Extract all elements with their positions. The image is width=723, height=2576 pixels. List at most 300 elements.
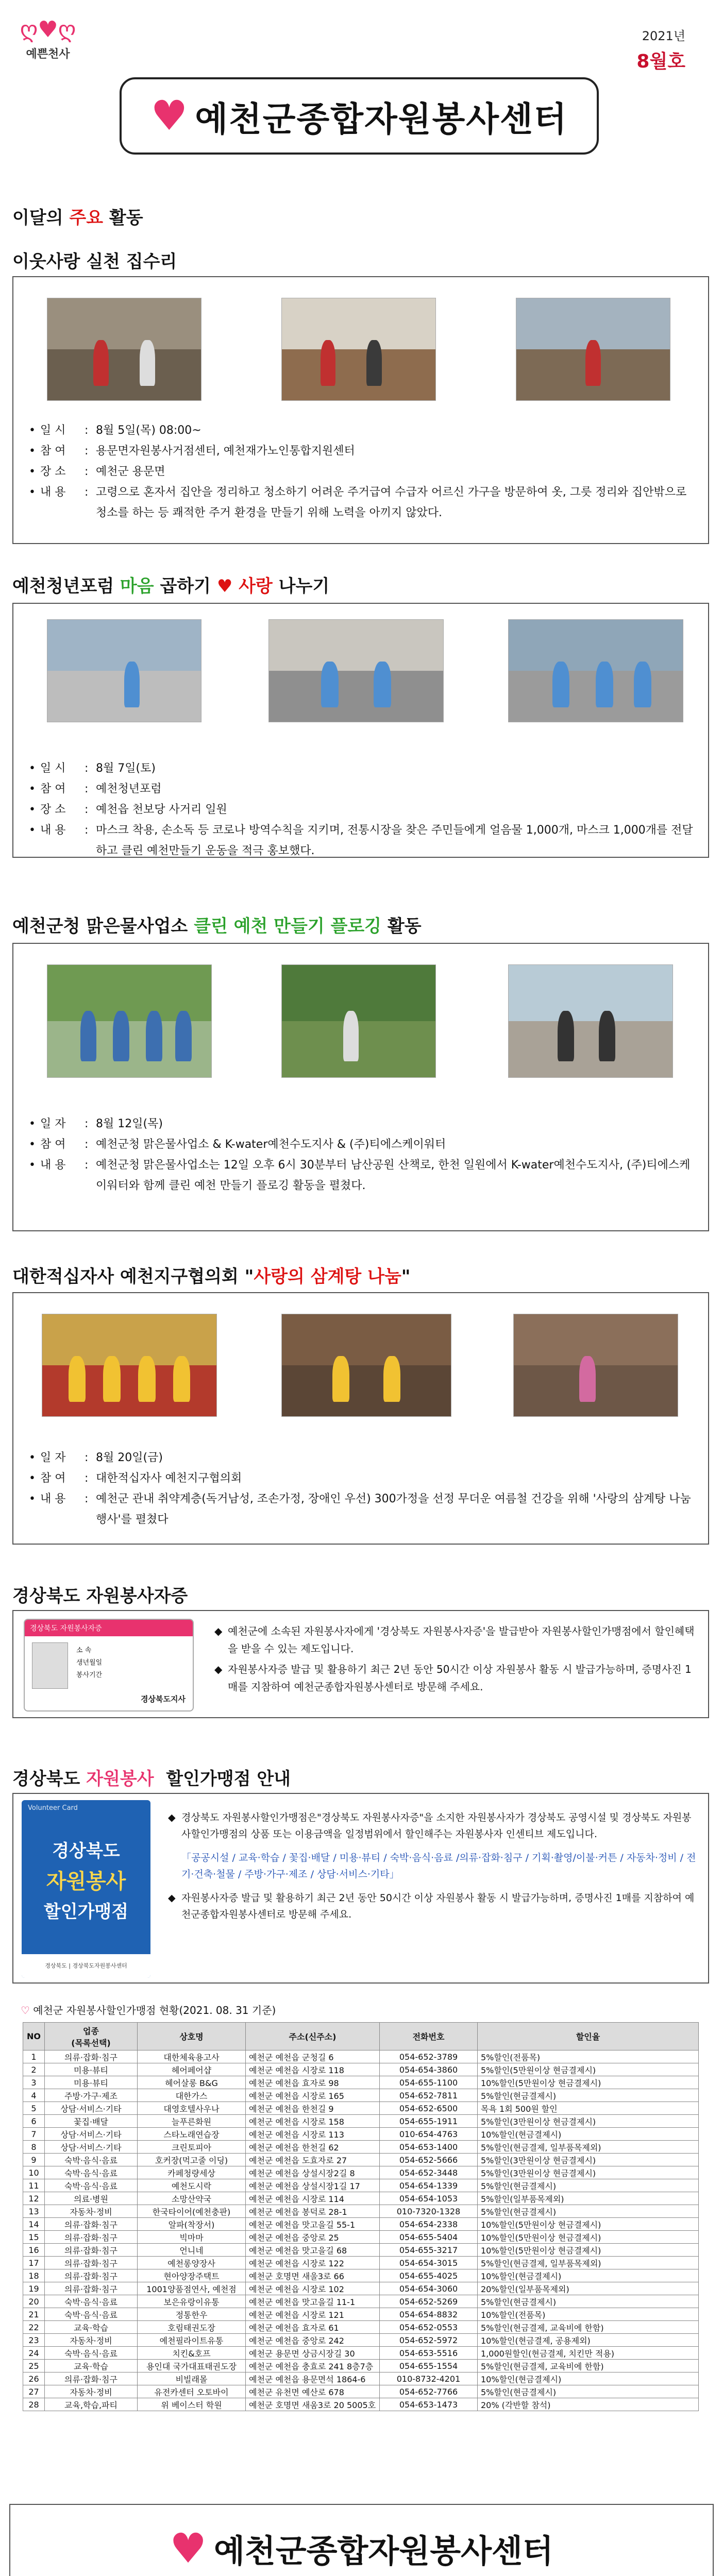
s3-photo-1 bbox=[47, 964, 212, 1078]
id-card-fields bbox=[76, 1645, 102, 1682]
table-cell: 054-653-1400 bbox=[380, 2141, 478, 2154]
table-cell: 6 bbox=[23, 2115, 45, 2128]
id-field: 봉사기간 bbox=[76, 1671, 103, 1679]
s2-info-row: • 일 시 : 8월 7일(토) bbox=[29, 758, 694, 779]
id-card-foot: 경상북도지사 bbox=[141, 1694, 186, 1704]
s4-photo-1 bbox=[42, 1314, 217, 1417]
s2-box bbox=[12, 603, 709, 858]
table-cell: 054-652-3789 bbox=[380, 2050, 478, 2063]
info-key: 내 용 bbox=[40, 824, 66, 837]
s1-photo-1 bbox=[47, 298, 201, 401]
table-cell: 8 bbox=[23, 2141, 45, 2154]
s3-photo-2 bbox=[281, 964, 436, 1078]
table-cell: 예천도시락 bbox=[138, 2179, 246, 2192]
table-cell: 교육,학습,파티 bbox=[45, 2398, 138, 2411]
table-cell: 17 bbox=[23, 2257, 45, 2269]
s4-info-row: • 참 여 : 대한적십자사 예천지구협의회 bbox=[29, 1468, 694, 1489]
s3-info-row: • 일 자 : 8월 12일(목) bbox=[29, 1114, 694, 1134]
s3-info-row: • 참 여 : 예천군청 맑은물사업소 & K-water예천수도지사 & (주)티에스케이워터 bbox=[29, 1134, 694, 1155]
info-key: 장 소 bbox=[40, 465, 66, 478]
table-cell: 예천군 예천읍 시장로 165 bbox=[246, 2089, 380, 2102]
table-cell: 054-653-1473 bbox=[380, 2398, 478, 2411]
table-cell: 호림태권도장 bbox=[138, 2321, 246, 2334]
table-cell: 20 bbox=[23, 2295, 45, 2308]
s5-bullets bbox=[214, 1622, 699, 1696]
table-cell: 의류·잡화·침구 bbox=[45, 2050, 138, 2063]
volunteer-id-card bbox=[24, 1619, 194, 1711]
col-header: 상호명 bbox=[138, 2023, 246, 2050]
table-cell: 1,000원할인(현금결제, 치킨만 적용) bbox=[478, 2347, 699, 2360]
table-cell: 예천군 예천읍 시장로 113 bbox=[246, 2128, 380, 2141]
table-cell: 010-8732-4201 bbox=[380, 2372, 478, 2385]
info-value: 마스크 착용, 손소독 등 코로나 방역수칙을 지키며, 전통시장을 찾은 주민들에게 얼음물 1,000개, 마스크 1,000개를 전달하고 클린 예천만들기 운동을 적극 홍보했다. bbox=[96, 824, 693, 857]
table-cell: 예천군 예천읍 맛고을길 68 bbox=[246, 2244, 380, 2257]
s2-photo-3 bbox=[508, 619, 683, 722]
table-cell: 15 bbox=[23, 2231, 45, 2244]
table-cell: 예천필라이트유통 bbox=[138, 2334, 246, 2347]
table-cell: 비빌래몰 bbox=[138, 2372, 246, 2385]
table-cell: 5%할인(현금결제, 교육비에 한함) bbox=[478, 2360, 699, 2372]
table-cell: 현아양장주택트 bbox=[138, 2269, 246, 2282]
info-key: 참 여 bbox=[40, 1138, 66, 1151]
table-cell: 정통한우 bbox=[138, 2308, 246, 2321]
table-cell: 대영호텔사우나 bbox=[138, 2102, 246, 2115]
table-row bbox=[23, 2360, 699, 2372]
table-cell: 예천군 유천면 예산로 678 bbox=[246, 2385, 380, 2398]
col-header: 업종 (목록선택) bbox=[45, 2023, 138, 2050]
table-cell: 054-655-1100 bbox=[380, 2076, 478, 2089]
table-cell: 스타노래연습장 bbox=[138, 2128, 246, 2141]
s6-title-highlight: 자원봉사 bbox=[86, 1769, 154, 1789]
table-cell: 4 bbox=[23, 2089, 45, 2102]
info-key: 참 여 bbox=[40, 1472, 66, 1485]
table-cell: 숙박·음식·음료 bbox=[45, 2179, 138, 2192]
table-cell: 24 bbox=[23, 2347, 45, 2360]
s1-title: 이웃사랑 실천 집수리 bbox=[12, 251, 177, 272]
table-cell: 25 bbox=[23, 2360, 45, 2372]
s1-info-row: • 참 여 : 용문면자원봉사거점센터, 예천재가노인통합지원센터 bbox=[29, 441, 694, 462]
s3-title-highlight: 클린 예천 만들기 플로깅 bbox=[194, 916, 382, 937]
footer-title-row bbox=[10, 2526, 713, 2571]
table-cell: 자동차·정비 bbox=[45, 2205, 138, 2218]
table-cell: 054-653-5516 bbox=[380, 2347, 478, 2360]
s2-title bbox=[12, 572, 329, 597]
table-cell: 054-654-3015 bbox=[380, 2257, 478, 2269]
table-row bbox=[23, 2115, 699, 2128]
table-cell: 한국타이어(예천충판) bbox=[138, 2205, 246, 2218]
card-line-2: 자원봉사 bbox=[46, 1870, 126, 1893]
s2-info-row: • 장 소 : 예천읍 천보당 사거리 일원 bbox=[29, 800, 694, 820]
s2-title-times: 곱하기 bbox=[154, 576, 217, 597]
table-cell: 크린토피아 bbox=[138, 2141, 246, 2154]
table-cell: 의류·잡화·침구 bbox=[45, 2269, 138, 2282]
table-cell: 5%할인(3만원이상 현금결제시) bbox=[478, 2166, 699, 2179]
info-value: 용문면자원봉사거점센터, 예천재가노인통합지원센터 bbox=[96, 445, 355, 457]
table-cell: 상담·서비스·기타 bbox=[45, 2128, 138, 2141]
table-row bbox=[23, 2372, 699, 2385]
table-cell: 5%할인(현금결제, 교육비에 한함) bbox=[478, 2321, 699, 2334]
s3-info-row: • 내 용 : 예천군청 맑은물사업소는 12일 오후 6시 30분부터 남산공원 산책로, 한천 일원에서 K-water예천수도지사, (주)티에스케이워터와 함께 클린 예천 만들기 플로깅 활동을 펼쳤다. bbox=[29, 1155, 694, 1196]
table-header-row bbox=[23, 2023, 699, 2050]
table-cell: 10 bbox=[23, 2166, 45, 2179]
table-cell: 주방·가구·제조 bbox=[45, 2089, 138, 2102]
table-cell: 의류·잡화·침구 bbox=[45, 2231, 138, 2244]
table-cell: 미용·뷰티 bbox=[45, 2076, 138, 2089]
table-cell: 예천군 용문면 상금시장길 30 bbox=[246, 2347, 380, 2360]
table-cell: 숙박·음식·음료 bbox=[45, 2347, 138, 2360]
info-value: 예천군청 맑은물사업소 & K-water예천수도지사 & (주)티에스케이워터 bbox=[96, 1138, 446, 1151]
table-cell: 054-655-3217 bbox=[380, 2244, 478, 2257]
s2-title-pre: 예천청년포럼 bbox=[12, 576, 120, 597]
table-cell: 21 bbox=[23, 2308, 45, 2321]
table-cell: 의료·병원 bbox=[45, 2192, 138, 2205]
table-cell: 054-652-7811 bbox=[380, 2089, 478, 2102]
monthly-activities-heading bbox=[12, 204, 143, 229]
s2-title-love: 사랑 bbox=[232, 576, 273, 597]
table-cell: 예천군 예천읍 중앙로 25 bbox=[246, 2231, 380, 2244]
footer bbox=[9, 2504, 714, 2576]
table-cell: 054-652-5972 bbox=[380, 2334, 478, 2347]
table-row bbox=[23, 2128, 699, 2141]
title-banner bbox=[120, 77, 599, 155]
table-cell: 예천군 호명면 새움3로 20 5005호 bbox=[246, 2398, 380, 2411]
table-cell: 1001양품점연사, 예천점 bbox=[138, 2282, 246, 2295]
table-cell: 20%할인(일부품목제외) bbox=[478, 2282, 699, 2295]
table-cell: 5%할인(현금결제, 일부품목제외) bbox=[478, 2141, 699, 2154]
s3-box bbox=[12, 943, 709, 1231]
table-cell: 예천군 예천읍 군청길 6 bbox=[246, 2050, 380, 2063]
info-value: 8월 20일(금) bbox=[96, 1451, 163, 1464]
table-cell: 대한가스 bbox=[138, 2089, 246, 2102]
s6-title bbox=[12, 1765, 291, 1790]
table-cell: 12 bbox=[23, 2192, 45, 2205]
bullet-text: 자원봉사자증 발급 및 활용하기 최근 2년 동안 50시간 이상 자원봉사 활동 시 발급가능하며, 증명사진 1매를 지참하여 예천군종합자원봉사센터로 방문해 주세요. bbox=[228, 1663, 692, 1693]
table-row bbox=[23, 2321, 699, 2334]
angel-heart-icon: ღ♥ღ bbox=[20, 16, 76, 43]
table-cell: 054-652-3448 bbox=[380, 2166, 478, 2179]
table-cell: 26 bbox=[23, 2372, 45, 2385]
id-field: 소 속 bbox=[76, 1647, 92, 1654]
table-cell: 예천군 예천읍 중앙로 242 bbox=[246, 2334, 380, 2347]
s4-box bbox=[12, 1292, 709, 1545]
table-cell: 교육·학습 bbox=[45, 2321, 138, 2334]
bullet-text: 예천군에 소속된 자원봉사자에게 '경상북도 자원봉사자증'을 발급받아 자원봉사할인가맹점에서 할인혜택 을 받을 수 있는 제도입니다. bbox=[228, 1625, 695, 1655]
s1-photo-3 bbox=[516, 298, 670, 401]
s5-bullet: ◆ 예천군에 소속된 자원봉사자에게 '경상북도 자원봉사자증'을 발급받아 자원봉사할인가맹점에서 할인혜택 을 받을 수 있는 제도입니다. bbox=[214, 1622, 699, 1657]
info-key: 참 여 bbox=[40, 445, 66, 457]
issue-month: 8월호 bbox=[636, 51, 685, 72]
table-cell: 예천군 예천읍 맛고을길 11-1 bbox=[246, 2295, 380, 2308]
table-cell: 5%할인(3만원이상 현금결제시) bbox=[478, 2154, 699, 2166]
table-cell: 숙박·음식·음료 bbox=[45, 2308, 138, 2321]
info-value: 예천군청 맑은물사업소는 12일 오후 6시 30분부터 남산공원 산책로, 한천 일원에서 K-water예천수도지사, (주)티에스케이워터와 함께 클린 예천 만들기 플로깅 활동을 펼쳤다. bbox=[96, 1159, 691, 1192]
table-cell: 대한체육용고사 bbox=[138, 2050, 246, 2063]
heading-highlight: 주요 bbox=[69, 208, 104, 228]
table-cell: 5%할인(일부품목제외) bbox=[478, 2192, 699, 2205]
table-cell: 22 bbox=[23, 2321, 45, 2334]
table-row bbox=[23, 2076, 699, 2089]
table-cell: 예천군 예천읍 시장로 118 bbox=[246, 2063, 380, 2076]
table-cell: 예천군 예천읍 효자로 98 bbox=[246, 2076, 380, 2089]
table-cell: 2 bbox=[23, 2063, 45, 2076]
card-foot: 경상북도 | 경상북도자원봉사센터 bbox=[22, 1954, 150, 1978]
bullet-text: 경상북도 자원봉사할인가맹점은"경상북도 자원봉사자증"을 소지한 자원봉사자가 경상북도 공영시설 및 경상북도 자원봉사할인가맹점의 상품 또는 이용금액을 일정범위에서 할인해주는 자원봉사자 인센티브 제도입니다. bbox=[181, 1812, 692, 1840]
heading-suffix: 활동 bbox=[103, 208, 143, 228]
col-header: 할인율 bbox=[478, 2023, 699, 2050]
table-cell: 10%할인(현금결제시) bbox=[478, 2372, 699, 2385]
heart-logo-icon: ♥ bbox=[150, 92, 188, 140]
table-cell: 010-7320-1328 bbox=[380, 2205, 478, 2218]
table-cell: 의류·잡화·침구 bbox=[45, 2218, 138, 2231]
s6-bullet: ◆ 자원봉사자증 발급 및 활용하기 최근 2년 동안 50시간 이상 자원봉사 활동 시 발급가능하며, 증명사진 1매를 지참하여 예천군종합자원봉사센터로 방문해 주세요. bbox=[168, 1890, 699, 1923]
table-cell: 헤어페어샵 bbox=[138, 2063, 246, 2076]
s3-info-list bbox=[29, 1114, 694, 1196]
s4-photo-3 bbox=[513, 1314, 678, 1417]
table-cell: 10%할인(5만원이상 현금결제시) bbox=[478, 2244, 699, 2257]
info-key: 내 용 bbox=[40, 486, 66, 499]
table-cell: 054-655-5404 bbox=[380, 2231, 478, 2244]
table-row bbox=[23, 2282, 699, 2295]
table-row bbox=[23, 2141, 699, 2154]
table-cell: 꽃집·배달 bbox=[45, 2115, 138, 2128]
table-row bbox=[23, 2257, 699, 2269]
banner-title: 예천군종합자원봉사센터 bbox=[195, 99, 568, 139]
info-value: 대한적십자사 예천지구협의회 bbox=[96, 1472, 242, 1485]
table-cell: 7 bbox=[23, 2128, 45, 2141]
table-cell: 예천롱양장사 bbox=[138, 2257, 246, 2269]
info-key: 일 시 bbox=[40, 424, 66, 437]
s6-bullet: ◆ 경상북도 자원봉사할인가맹점은"경상북도 자원봉사자증"을 소지한 자원봉사자가 경상북도 공영시설 및 경상북도 자원봉사할인가맹점의 상품 또는 이용금액을 일정범위에서 할인해주는 자원봉사자 인센티브 제도입니다. bbox=[168, 1809, 699, 1842]
s3-title-post: 활동 bbox=[381, 916, 422, 937]
table-row bbox=[23, 2308, 699, 2321]
table-cell: 자동차·정비 bbox=[45, 2385, 138, 2398]
heart-logo-icon: ♥ bbox=[170, 2524, 207, 2572]
table-cell: 19 bbox=[23, 2282, 45, 2295]
table-caption bbox=[21, 2002, 276, 2017]
table-cell: 알파(착장서) bbox=[138, 2218, 246, 2231]
s1-info-list bbox=[29, 420, 694, 523]
table-cell: 5%할인(현금결제시) bbox=[478, 2205, 699, 2218]
s4-info-row: • 내 용 : 예천군 관내 취약계층(독거남성, 조손가정, 장애인 우선) 300가정을 선정 무더운 여름철 건강을 위해 '사랑의 삼계탕 나눔행사'를 펼쳤다 bbox=[29, 1489, 694, 1530]
s4-title-pre: 대한적십자사 예천지구협의회 " bbox=[12, 1266, 254, 1287]
s3-title bbox=[12, 912, 422, 937]
id-photo-icon bbox=[32, 1642, 68, 1689]
table-cell: 13 bbox=[23, 2205, 45, 2218]
table-row bbox=[23, 2334, 699, 2347]
heading-prefix: 이달의 bbox=[12, 208, 70, 228]
table-cell: 054-652-0553 bbox=[380, 2321, 478, 2334]
table-cell: 자동차·정비 bbox=[45, 2334, 138, 2347]
heart-icon: ♥ bbox=[216, 576, 233, 597]
table-cell: 3 bbox=[23, 2076, 45, 2089]
s2-info-row: • 참 여 : 예천청년포럼 bbox=[29, 779, 694, 800]
table-cell: 5 bbox=[23, 2102, 45, 2115]
table-cell: 20% (각반할 참석) bbox=[478, 2398, 699, 2411]
table-cell: 28 bbox=[23, 2398, 45, 2411]
heart-outline-icon: ♡ bbox=[21, 2004, 30, 2016]
discount-card bbox=[22, 1800, 150, 1978]
info-value: 8월 5일(목) 08:00~ bbox=[96, 424, 201, 437]
card-brand: Volunteer Card bbox=[28, 1804, 78, 1812]
table-cell: 054-655-1911 bbox=[380, 2115, 478, 2128]
table-cell: 5%할인(현금결제시) bbox=[478, 2295, 699, 2308]
table-cell: 10%할인(현금결제시) bbox=[478, 2128, 699, 2141]
table-cell: 빅마마 bbox=[138, 2231, 246, 2244]
table-row bbox=[23, 2205, 699, 2218]
table-cell: 호커장(먹고줄 이딩) bbox=[138, 2154, 246, 2166]
col-header: 주소(신주소) bbox=[246, 2023, 380, 2050]
table-row bbox=[23, 2192, 699, 2205]
s4-title-post: " bbox=[401, 1266, 411, 1287]
table-cell: 상담·서비스·기타 bbox=[45, 2102, 138, 2115]
table-cell: 예천군 예천읍 시장로 102 bbox=[246, 2282, 380, 2295]
table-cell: 언니네 bbox=[138, 2244, 246, 2257]
table-cell: 카페청량세상 bbox=[138, 2166, 246, 2179]
table-row bbox=[23, 2154, 699, 2166]
table-cell: 상담·서비스·기타 bbox=[45, 2141, 138, 2154]
info-value: 8월 12일(목) bbox=[96, 1117, 163, 1130]
s2-title-mind: 마음 bbox=[120, 576, 154, 597]
table-row bbox=[23, 2347, 699, 2360]
table-cell: 054-652-6500 bbox=[380, 2102, 478, 2115]
issue-year: 2021년 bbox=[642, 29, 685, 43]
table-cell: 예천군 예천읍 상설시장2길 8 bbox=[246, 2166, 380, 2179]
bullet-text: 자원봉사자증 발급 및 활용하기 최근 2년 동안 50시간 이상 자원봉사 활동 시 발급가능하며, 증명사진 1매를 지참하여 예천군종합자원봉사센터로 방문해 주세요. bbox=[181, 1892, 695, 1920]
table-row bbox=[23, 2244, 699, 2257]
s1-info-row: • 내 용 : 고령으로 혼자서 집안을 정리하고 청소하기 어려운 주거급여 수급자 어르신 가구을 방문하여 옷, 그릇 정리와 집안밖으로 청소를 하는 등 쾌적한 주거 환경을 만들기 위해 노력을 아끼지 않았다. bbox=[29, 482, 694, 523]
info-key: 일 시 bbox=[40, 762, 66, 775]
s4-title-highlight: 사랑의 삼계탕 나눔 bbox=[254, 1266, 401, 1287]
s4-title bbox=[12, 1262, 411, 1287]
col-header: NO bbox=[23, 2023, 45, 2050]
id-field: 생년월일 bbox=[76, 1659, 103, 1667]
table-cell: 의류·잡화·침구 bbox=[45, 2372, 138, 2385]
table-cell: 예천군 예천읍 한천길 9 bbox=[246, 2102, 380, 2115]
s2-photo-1 bbox=[47, 619, 201, 722]
table-cell: 예천군 호명면 새울3로 66 bbox=[246, 2269, 380, 2282]
table-cell: 27 bbox=[23, 2385, 45, 2398]
s4-photo-2 bbox=[281, 1314, 451, 1417]
table-cell: 054-655-1554 bbox=[380, 2360, 478, 2372]
info-key: 일 자 bbox=[40, 1451, 66, 1464]
table-cell: 5%할인(현금결제시) bbox=[478, 2385, 699, 2398]
table-cell: 054-654-3060 bbox=[380, 2282, 478, 2295]
table-cell: 예천군 예천읍 충효로 241 8층7층 bbox=[246, 2360, 380, 2372]
table-cell: 예천군 예천읍 효자로 61 bbox=[246, 2321, 380, 2334]
s1-box bbox=[12, 276, 709, 544]
card-line-3: 할인가맹점 bbox=[43, 1902, 129, 1922]
table-cell: 054-652-5666 bbox=[380, 2154, 478, 2166]
s6-title-post: 할인가맹점 안내 bbox=[154, 1769, 291, 1789]
info-key: 내 용 bbox=[40, 1159, 66, 1172]
table-cell: 숙박·음식·음료 bbox=[45, 2166, 138, 2179]
table-cell: 054-652-5269 bbox=[380, 2295, 478, 2308]
logo-caption: 예쁜천사 bbox=[26, 48, 70, 61]
table-cell: 5%할인(5만원이상 현금결제시) bbox=[478, 2063, 699, 2076]
table-cell: 늘푸른화원 bbox=[138, 2115, 246, 2128]
table-cell: 예천군 예천읍 시장로 114 bbox=[246, 2192, 380, 2205]
table-cell: 예천군 예천읍 맛고을길 55-1 bbox=[246, 2218, 380, 2231]
info-value: 예천읍 천보당 사거리 일원 bbox=[96, 803, 227, 816]
table-cell: 예천군 예천읍 시장로 121 bbox=[246, 2308, 380, 2321]
s4-info-list bbox=[29, 1448, 694, 1530]
info-key: 일 자 bbox=[40, 1117, 66, 1130]
table-cell: 1 bbox=[23, 2050, 45, 2063]
table-cell: 054-654-3860 bbox=[380, 2063, 478, 2076]
table-row bbox=[23, 2063, 699, 2076]
table-cell: 목욕 1회 500원 할인 bbox=[478, 2102, 699, 2115]
table-cell: 10%할인(전품목) bbox=[478, 2308, 699, 2321]
table-cell: 예천군 예천읍 한천길 62 bbox=[246, 2141, 380, 2154]
table-cell: 의류·잡화·침구 bbox=[45, 2257, 138, 2269]
table-row bbox=[23, 2089, 699, 2102]
table-row bbox=[23, 2385, 699, 2398]
s5-title: 경상북도 자원봉사자증 bbox=[12, 1586, 188, 1606]
table-cell: 유전카센터 오토바이 bbox=[138, 2385, 246, 2398]
info-key: 장 소 bbox=[40, 803, 66, 816]
table-cell: 교육·학습 bbox=[45, 2360, 138, 2372]
s6-bullets bbox=[168, 1809, 699, 1923]
table-cell: 예천군 예천읍 시장로 122 bbox=[246, 2257, 380, 2269]
table-row bbox=[23, 2398, 699, 2411]
table-cell: 23 bbox=[23, 2334, 45, 2347]
issue-date bbox=[624, 26, 685, 73]
s1-info-row: • 장 소 : 예천군 용문면 bbox=[29, 462, 694, 482]
card-line-1: 경상북도 bbox=[52, 1841, 120, 1861]
caption-text: 예천군 자원봉사할인가맹점 현황(2021. 08. 31 기준) bbox=[33, 2004, 276, 2016]
table-cell: 010-654-4763 bbox=[380, 2128, 478, 2141]
table-row bbox=[23, 2231, 699, 2244]
table-cell: 10%할인(현금결제, 공용제외) bbox=[478, 2334, 699, 2347]
table-cell: 054-654-2338 bbox=[380, 2218, 478, 2231]
table-cell: 054-652-7766 bbox=[380, 2385, 478, 2398]
s4-info-row: • 일 자 : 8월 20일(금) bbox=[29, 1448, 694, 1468]
table-cell: 18 bbox=[23, 2269, 45, 2282]
table-row bbox=[23, 2166, 699, 2179]
table-cell: 5%할인(현금결제, 일부품목제외) bbox=[478, 2257, 699, 2269]
discount-store-table-wrap bbox=[23, 2022, 699, 2411]
table-cell: 9 bbox=[23, 2154, 45, 2166]
table-cell: 054-655-4025 bbox=[380, 2269, 478, 2282]
table-cell: 10%할인(현금결제시) bbox=[478, 2269, 699, 2282]
table-row bbox=[23, 2050, 699, 2063]
table-cell: 11 bbox=[23, 2179, 45, 2192]
table-cell: 14 bbox=[23, 2218, 45, 2231]
id-card-head: 경상북도 자원봉사자증 bbox=[25, 1620, 193, 1636]
table-cell: 5%할인(전품목) bbox=[478, 2050, 699, 2063]
table-cell: 숙박·음식·음료 bbox=[45, 2295, 138, 2308]
table-row bbox=[23, 2295, 699, 2308]
table-cell: 16 bbox=[23, 2244, 45, 2257]
info-key: 내 용 bbox=[40, 1493, 66, 1505]
table-cell: 숙박·음식·음료 bbox=[45, 2154, 138, 2166]
info-value: 예천군 용문면 bbox=[96, 465, 165, 478]
table-cell: 10%할인(5만원이상 현금결제시) bbox=[478, 2218, 699, 2231]
s3-photo-3 bbox=[508, 964, 673, 1078]
footer-title: 예천군종합자원봉사센터 bbox=[213, 2532, 553, 2570]
table-cell: 5%할인(현금결제시) bbox=[478, 2179, 699, 2192]
table-cell: 헤어살롱 B&G bbox=[138, 2076, 246, 2089]
s2-info-list bbox=[29, 758, 694, 861]
s2-info-row: • 내 용 : 마스크 착용, 손소독 등 코로나 방역수칙을 지키며, 전통시장을 찾은 주민들에게 얼음물 1,000개, 마스크 1,000개를 전달하고 클린 예천만들기 운동을 적극 홍보했다. bbox=[29, 820, 694, 861]
table-cell: 054-654-1339 bbox=[380, 2179, 478, 2192]
category-list: 「공공시설 / 교육·학습 / 꽃집·배달 / 미용·뷰티 / 숙박·음식·음료 /의류·잡화·침구 / 기획·촬영/이불·커튼 / 자동차·정비 / 전기·건축·철물 / 주방·가구·제조 / 상담·서비스·기타」 bbox=[181, 1852, 696, 1880]
s6-title-pre: 경상북도 bbox=[12, 1769, 87, 1789]
table-row bbox=[23, 2218, 699, 2231]
table-cell: 의류·잡화·침구 bbox=[45, 2244, 138, 2257]
table-cell: 5%할인(현금결제시) bbox=[478, 2089, 699, 2102]
table-row bbox=[23, 2102, 699, 2115]
